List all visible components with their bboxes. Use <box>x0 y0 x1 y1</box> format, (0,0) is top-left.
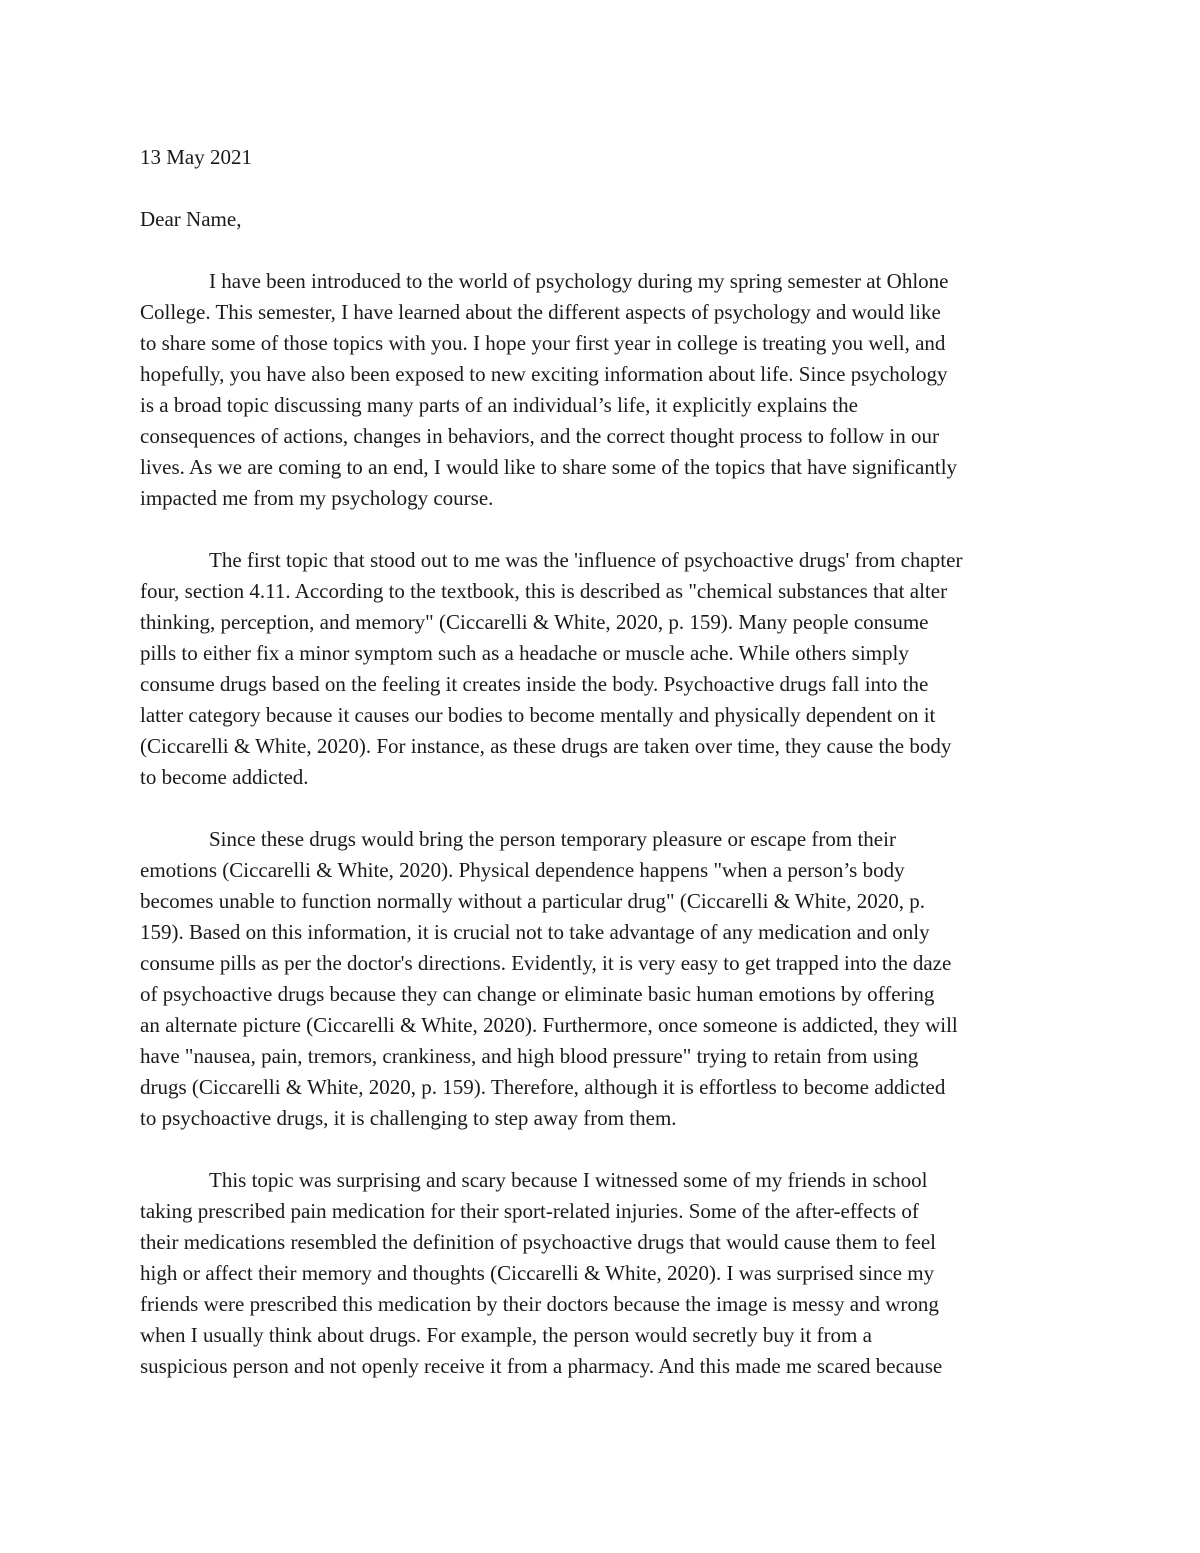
paragraph-line: Since these drugs would bring the person temporary pleasure or escape from their <box>209 827 896 851</box>
letter-salutation: Dear Name, <box>140 207 242 231</box>
paragraph-line: of psychoactive drugs because they can change or eliminate basic human emotions by offering <box>140 982 935 1006</box>
paragraph-line: four, section 4.11. According to the textbook, this is described as "chemical substances that alter <box>140 579 948 603</box>
paragraph-line: taking prescribed pain medication for their sport-related injuries. Some of the after-effects of <box>140 1199 919 1223</box>
paragraph-line: consume drugs based on the feeling it creates inside the body. Psychoactive drugs fall into the <box>140 672 929 696</box>
paragraph-line: have "nausea, pain, tremors, crankiness, and high blood pressure" trying to retain from using <box>140 1044 919 1068</box>
paragraph-line: impacted me from my psychology course. <box>140 486 494 510</box>
paragraph-line: suspicious person and not openly receive it from a pharmacy. And this made me scared because <box>140 1354 943 1378</box>
paragraph-line: I have been introduced to the world of psychology during my spring semester at Ohlone <box>209 269 949 293</box>
paragraph-line: thinking, perception, and memory" (Ciccarelli & White, 2020, p. 159). Many people consume <box>140 610 929 634</box>
paragraph-line: to psychoactive drugs, it is challenging to step away from them. <box>140 1106 677 1130</box>
paragraph-line: 159). Based on this information, it is crucial not to take advantage of any medication and only <box>140 920 930 944</box>
paragraph-line: consequences of actions, changes in behaviors, and the correct thought process to follow in our <box>140 424 939 448</box>
paragraph-line: latter category because it causes our bodies to become mentally and physically dependent on it <box>140 703 936 727</box>
paragraph-4 <box>140 1165 1060 1382</box>
paragraph-line: The first topic that stood out to me was the 'influence of psychoactive drugs' from chapter <box>209 548 963 572</box>
paragraph-line: friends were prescribed this medication by their doctors because the image is messy and wrong <box>140 1292 939 1316</box>
paragraph-line: hopefully, you have also been exposed to new exciting information about life. Since psychology <box>140 362 948 386</box>
paragraph-line: to become addicted. <box>140 765 309 789</box>
letter-body <box>140 142 1060 1382</box>
paragraph-3 <box>140 824 1060 1134</box>
paragraph-line: when I usually think about drugs. For example, the person would secretly buy it from a <box>140 1323 872 1347</box>
paragraph-line: This topic was surprising and scary because I witnessed some of my friends in school <box>209 1168 928 1192</box>
paragraph-line: emotions (Ciccarelli & White, 2020). Physical dependence happens "when a person’s body <box>140 858 905 882</box>
paragraph-line: is a broad topic discussing many parts of an individual’s life, it explicitly explains the <box>140 393 858 417</box>
paragraph-line: becomes unable to function normally without a particular drug" (Ciccarelli & White, 2020, p. <box>140 889 925 913</box>
paragraph-line: (Ciccarelli & White, 2020). For instance, as these drugs are taken over time, they cause the body <box>140 734 952 758</box>
paragraph-line: an alternate picture (Ciccarelli & White, 2020). Furthermore, once someone is addicted, they will <box>140 1013 958 1037</box>
paragraph-line: their medications resembled the definition of psychoactive drugs that would cause them to feel <box>140 1230 937 1254</box>
paragraph-line: high or affect their memory and thoughts (Ciccarelli & White, 2020). I was surprised since my <box>140 1261 935 1285</box>
paragraph-line: pills to either fix a minor symptom such as a headache or muscle ache. While others simply <box>140 641 909 665</box>
paragraph-1 <box>140 266 1060 514</box>
paragraph-line: drugs (Ciccarelli & White, 2020, p. 159). Therefore, although it is effortless to become addicted <box>140 1075 946 1099</box>
paragraph-line: lives. As we are coming to an end, I would like to share some of the topics that have significantly <box>140 455 958 479</box>
paragraph-line: to share some of those topics with you. I hope your first year in college is treating you well, and <box>140 331 946 355</box>
paragraph-line: College. This semester, I have learned about the different aspects of psychology and would like <box>140 300 941 324</box>
paragraph-2 <box>140 545 1060 793</box>
letter-date: 13 May 2021 <box>140 145 252 169</box>
paragraph-line: consume pills as per the doctor's directions. Evidently, it is very easy to get trapped into the daze <box>140 951 952 975</box>
